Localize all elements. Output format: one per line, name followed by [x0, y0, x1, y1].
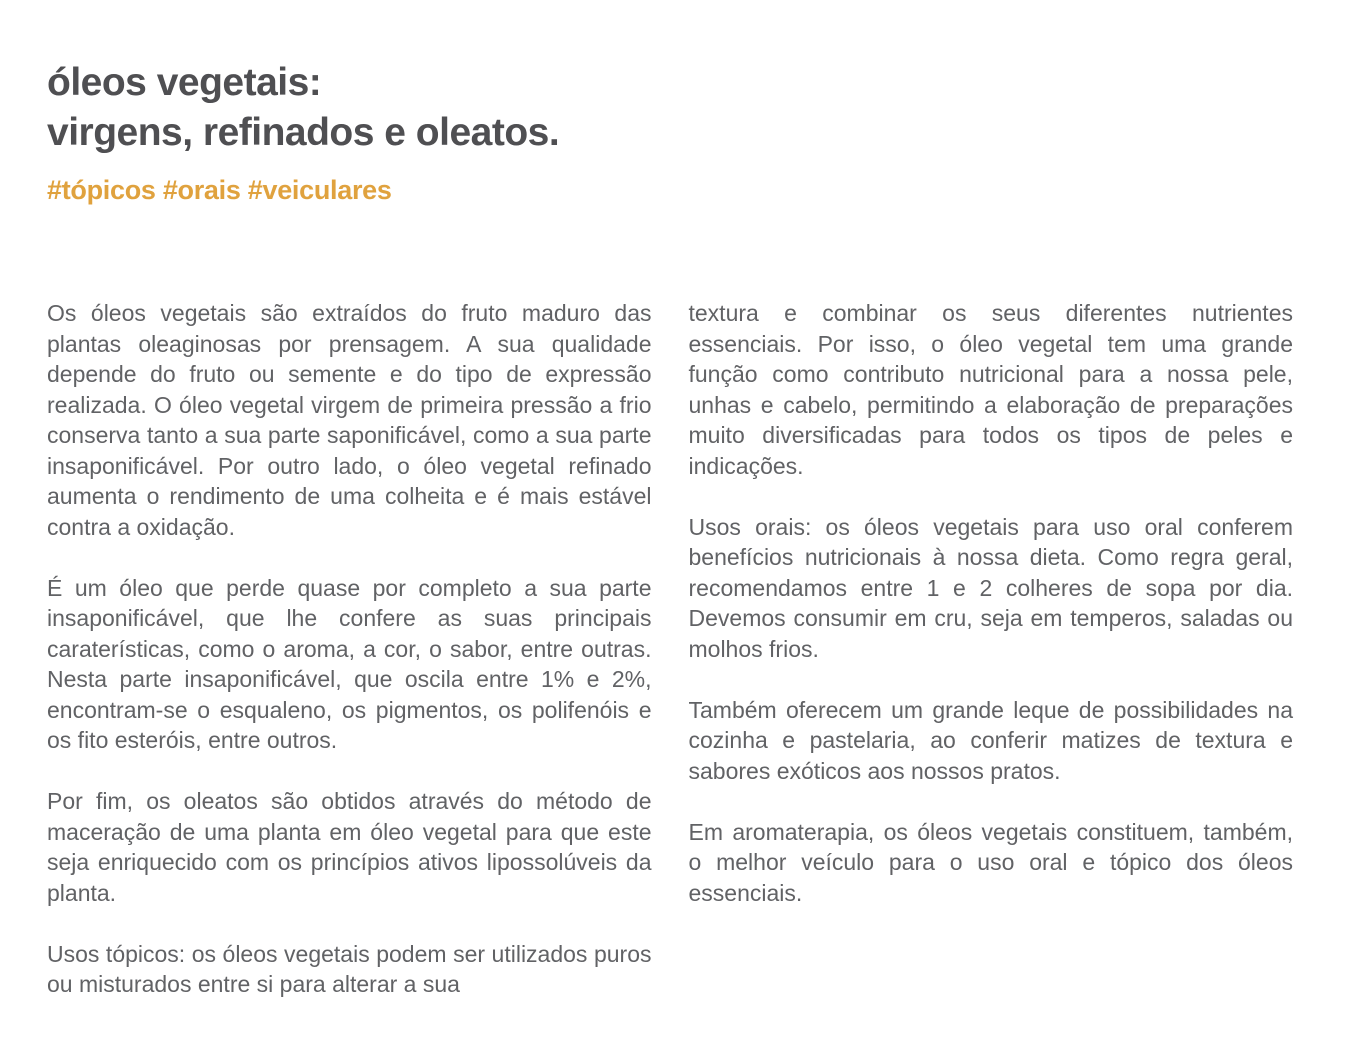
paragraph-oral-uses: Usos orais: os óleos vegetais para uso oral conferem benefícios nutricionais à nossa dieta. Como regra geral, recomendamos entre 1 e 2 colheres de sopa por dia. Devemos consumir em cru, seja em temperos, saladas ou molhos frios.	[688, 513, 1293, 662]
page-title-line2: virgens, refinados e oleatos.	[47, 111, 560, 154]
paragraph-refined-oil: É um óleo que perde quase por completo a sua parte insaponificável, que lhe confere as suas principais caraterísticas, como o aroma, a cor, o sabor, entre outras. Nesta parte insaponificável, que oscila entre 1% e 2%, encontram-se o esqualeno, os pigmentos, os polifenóis e os fito esteróis, entre outros.	[47, 574, 652, 753]
document-header	[47, 58, 1293, 206]
paragraph-topical-uses-continued: textura e combinar os seus diferentes nutrientes essenciais. Por isso, o óleo vegetal tem uma grande função como contributo nutricional para a nossa pele, unhas e cabelo, permitindo a elaboração de preparações muito diversificadas para todos os tipos de peles e indicações.	[688, 300, 1293, 479]
hashtags-line: #tópicos #orais #veiculares	[47, 175, 392, 205]
paragraph-topical-uses: Usos tópicos: os óleos vegetais podem ser utilizados puros ou misturados entre si para alterar a sua	[47, 940, 652, 997]
paragraph-oleates: Por fim, os oleatos são obtidos através do método de maceração de uma planta em óleo vegetal para que este seja enriquecido com os princípios ativos lipossolúveis da planta.	[47, 788, 652, 906]
right-column	[689, 298, 1294, 1000]
paragraph-oils-extraction: Os óleos vegetais são extraídos do fruto maduro das plantas oleaginosas por prensagem. A sua qualidade depende do fruto ou semente e do tipo de expressão realizada. O óleo vegetal virgem de primeira pressão a frio conserva tanto a sua parte saponificável, como a sua parte insaponificável. Por outro lado, o óleo vegetal refinado aumenta o rendimento de uma colheita e é mais estável contra a oxidação.	[47, 300, 652, 540]
paragraph-aromatherapy: Em aromaterapia, os óleos vegetais constituem, também, o melhor veículo para o uso oral e tópico dos óleos essenciais.	[688, 818, 1293, 906]
article-body	[47, 298, 1293, 1000]
left-column	[47, 298, 652, 1000]
page-title-line1: óleos vegetais:	[47, 61, 322, 104]
page-title	[47, 58, 1293, 158]
paragraph-cooking-uses: Também oferecem um grande leque de possibilidades na cozinha e pastelaria, ao conferir matizes de textura e sabores exóticos aos nossos pratos.	[688, 696, 1293, 784]
